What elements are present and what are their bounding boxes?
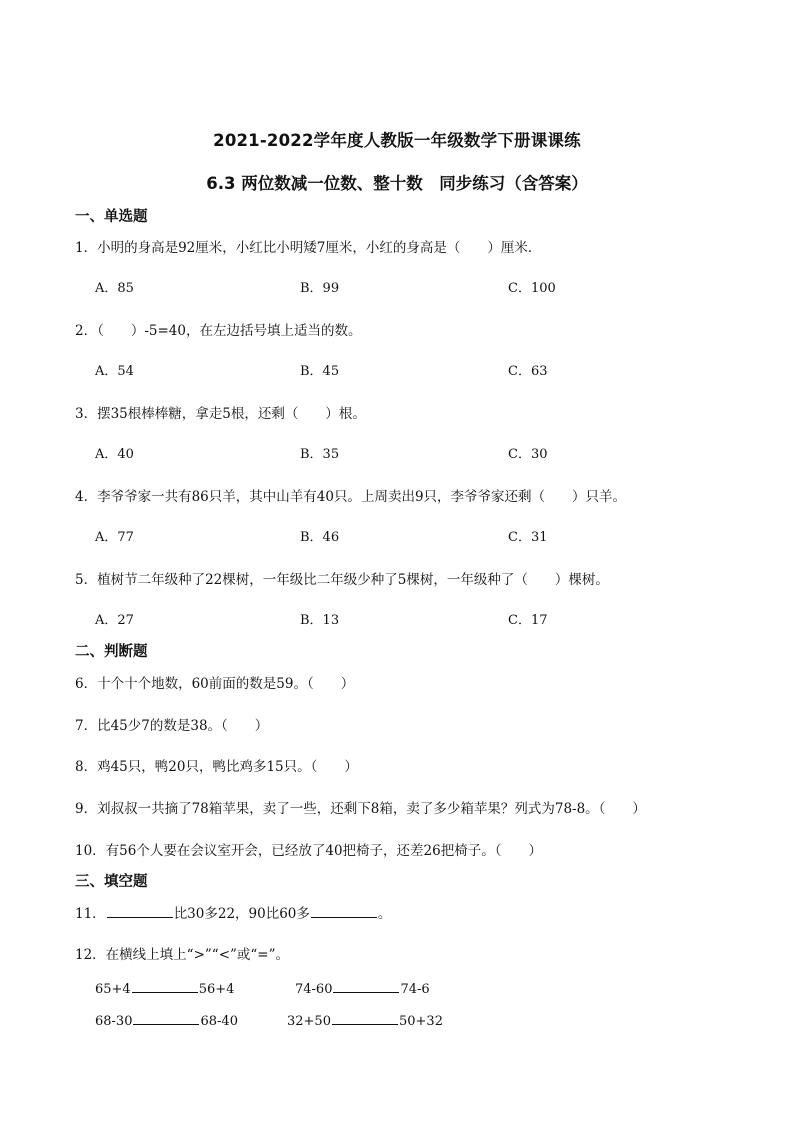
question-2-option-b: B．45 [300, 364, 340, 379]
question-1: 1．小明的身高是92厘米，小红比小明矮7厘米，小红的身高是（ ）厘米． [75, 240, 542, 256]
document-title: 2021-2022学年度人教版一年级数学下册课课练 [213, 131, 581, 150]
question-5: 5．植树节二年级种了22棵树，一年级比二年级少种了5棵树，一年级种了（ ）棵树。 [75, 572, 609, 588]
question-5-option-a: A．27 [95, 613, 134, 628]
question-2-option-c: C．63 [508, 364, 548, 379]
answer-blank[interactable] [107, 905, 173, 918]
question-3: 3．摆35根棒棒糖，拿走5根，还剩（ ）根。 [75, 406, 366, 422]
question-11-prefix: 11． [75, 906, 106, 922]
comparison-4 [287, 1012, 443, 1029]
answer-blank[interactable] [132, 980, 198, 993]
question-5-option-b: B．13 [300, 613, 340, 628]
question-4: 4．李爷爷家一共有86只羊，其中山羊有40只。上周卖出9只，李爷爷家还剩（ ）只羊。 [75, 489, 627, 505]
answer-blank[interactable] [133, 1012, 199, 1025]
question-3-option-b: B．35 [300, 447, 340, 462]
question-3-option-a: A．40 [95, 447, 134, 462]
question-9: 9．刘叔叔一共摘了78箱苹果，卖了一些，还剩下8箱，卖了多少箱苹果？列式为78-8。（ ） [75, 801, 646, 817]
comparison-2 [295, 980, 430, 997]
expression-right: 56+4 [198, 982, 235, 997]
question-11 [75, 902, 391, 922]
expression-right: 68-40 [200, 1014, 238, 1029]
document-subtitle: 6.3 两位数减一位数、整十数 同步练习（含答案） [206, 174, 588, 193]
section-heading-true-false: 二、判断题 [75, 644, 148, 660]
question-7: 7．比45少7的数是38。（ ） [75, 718, 269, 734]
expression-right: 74-6 [400, 982, 430, 997]
comparison-3 [95, 1012, 238, 1029]
question-2-option-a: A．54 [95, 364, 134, 379]
section-heading-fill-blank: 三、填空题 [75, 874, 148, 890]
question-6: 6．十个十个地数，60前面的数是59。（ ） [75, 676, 355, 692]
question-1-option-b: B．99 [300, 281, 340, 296]
question-4-option-c: C．31 [508, 530, 548, 545]
comparison-1 [95, 980, 234, 997]
question-4-option-b: B．46 [300, 530, 340, 545]
question-1-option-c: C．100 [508, 281, 556, 296]
question-11-end: 。 [377, 906, 392, 922]
question-2: 2．（ ）-5=40，在左边括号填上适当的数。 [75, 323, 362, 339]
section-heading-single-choice: 一、单选题 [75, 209, 148, 225]
question-1-option-a: A．85 [95, 281, 134, 296]
expression-left: 65+4 [95, 982, 131, 997]
expression-right: 50+32 [398, 1014, 443, 1029]
question-11-middle: 比30多22，90比60多 [173, 906, 310, 922]
question-10: 10．有56个人要在会议室开会，已经放了40把椅子，还差26把椅子。（ ） [75, 843, 542, 859]
expression-left: 32+50 [287, 1014, 331, 1029]
question-5-option-c: C．17 [508, 613, 548, 628]
question-4-option-a: A．77 [95, 530, 134, 545]
answer-blank[interactable] [333, 980, 399, 993]
expression-left: 74-60 [295, 982, 333, 997]
question-8: 8．鸡45只，鸭20只，鸭比鸡多15只。（ ） [75, 759, 358, 775]
answer-blank[interactable] [332, 1012, 398, 1025]
question-12: 12．在横线上填上“>”“<”或“=”。 [75, 947, 290, 963]
question-3-option-c: C．30 [508, 447, 548, 462]
answer-blank[interactable] [311, 905, 377, 918]
expression-left: 68-30 [95, 1014, 133, 1029]
